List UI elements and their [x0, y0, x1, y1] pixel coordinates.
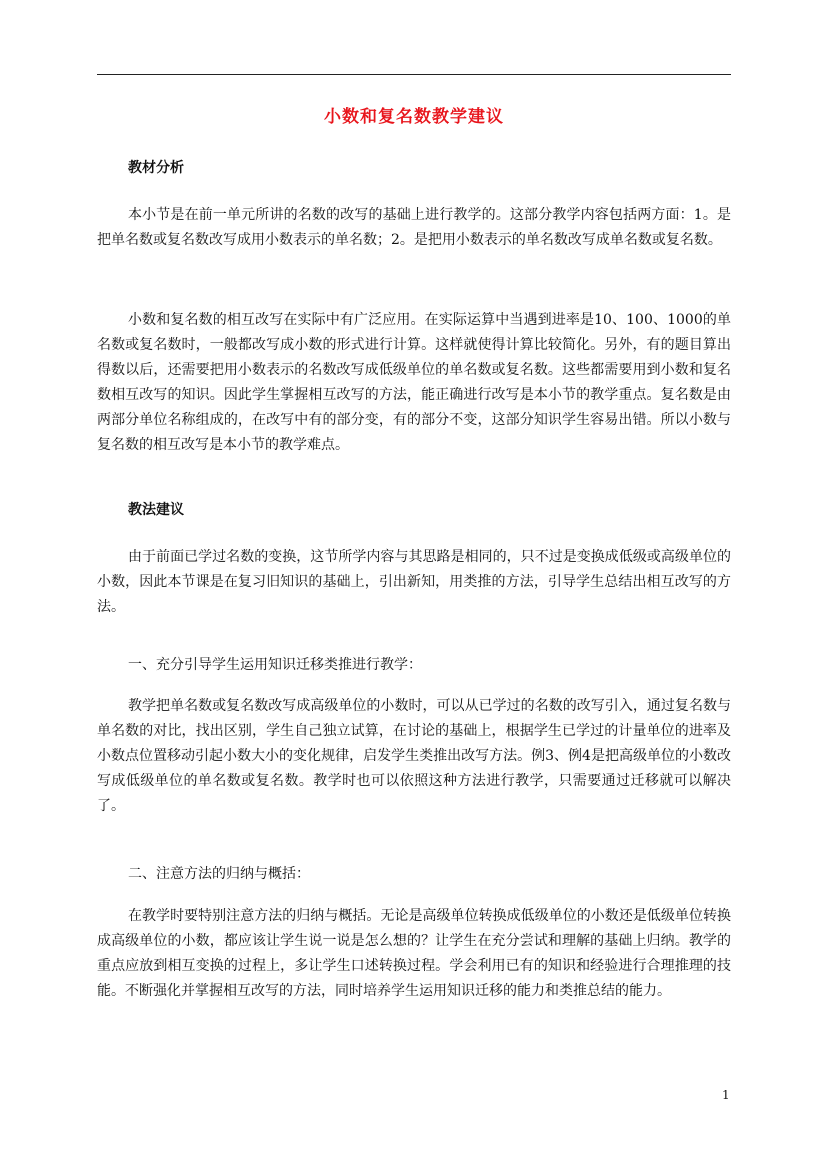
point-2-text: 在教学时要特别注意方法的归纳与概括。无论是高级单位转换成低级单位的小数还是低级单位转换成高级单位的小数，都应该让学生说一说是怎么想的？让学生在充分尝试和理解的基础上归纳。教学的重点应放到相互变换的过程上，多让学生口述转换过程。学会利用已有的知识和经验进行合理推理的技能。不断强化并掌握相互改写的方法，同时培养学生运用知识迁移的能力和类推总结的能力。 — [97, 908, 731, 999]
point-2-label: 二、注意方法的归纳与概括： — [128, 866, 310, 882]
page-number: 1 — [722, 1088, 730, 1102]
section-heading-methods: 教法建议 — [128, 502, 184, 518]
paragraph-materials-1: 本小节是在前一单元所讲的名数的改写的基础上进行教学的。这部分教学内容包括两方面：1。是把单名数或复名数改写成用小数表示的单名数；2。是把用小数表示的单名数改写成单名数或复名数。 — [97, 207, 731, 248]
paragraph-methods-1: 由于前面已学过名数的变换，这节所学内容与其思路是相同的，只不过是变换成低级或高级单位的小数，因此本节课是在复习旧知识的基础上，引出新知，用类推的方法，引导学生总结出相互改写的方法。 — [97, 549, 731, 615]
document-title: 小数和复名数教学建议 — [324, 107, 504, 127]
header-rule — [97, 74, 731, 75]
point-1-text: 教学把单名数或复名数改写成高级单位的小数时，可以从已学过的名数的改写引入，通过复名数与单名数的对比，找出区别，学生自己独立试算，在讨论的基础上，根据学生已学过的计量单位的进率及小数点位置移动引起小数大小的变化规律，启发学生类推出改写方法。例3、例4是把高级单位的小数改写成低级单位的单名数或复名数。教学时也可以依照这种方法进行教学，只需要通过迁移就可以解决了。 — [97, 698, 731, 814]
point-1-label: 一、充分引导学生运用知识迁移类推进行教学： — [128, 657, 422, 673]
section-heading-materials: 教材分析 — [128, 160, 184, 176]
paragraph-materials-2: 小数和复名数的相互改写在实际中有广泛应用。在实际运算中当遇到进率是10、100、1000的单名数或复名数时，一般都改写成小数的形式进行计算。这样就使得计算比较简化。另外，有的题目算出得数以后，还需要把用小数表示的名数改写成低级单位的单名数或复名数。这些都需要用到小数和复名数相互改写的知识。因此学生掌握相互改写的方法，能正确进行改写是本小节的教学重点。复名数是由两部分单位名称组成的，在改写中有的部分变，有的部分不变，这部分知识学生容易出错。所以小数与复名数的相互改写是本小节的教学难点。 — [97, 312, 731, 453]
